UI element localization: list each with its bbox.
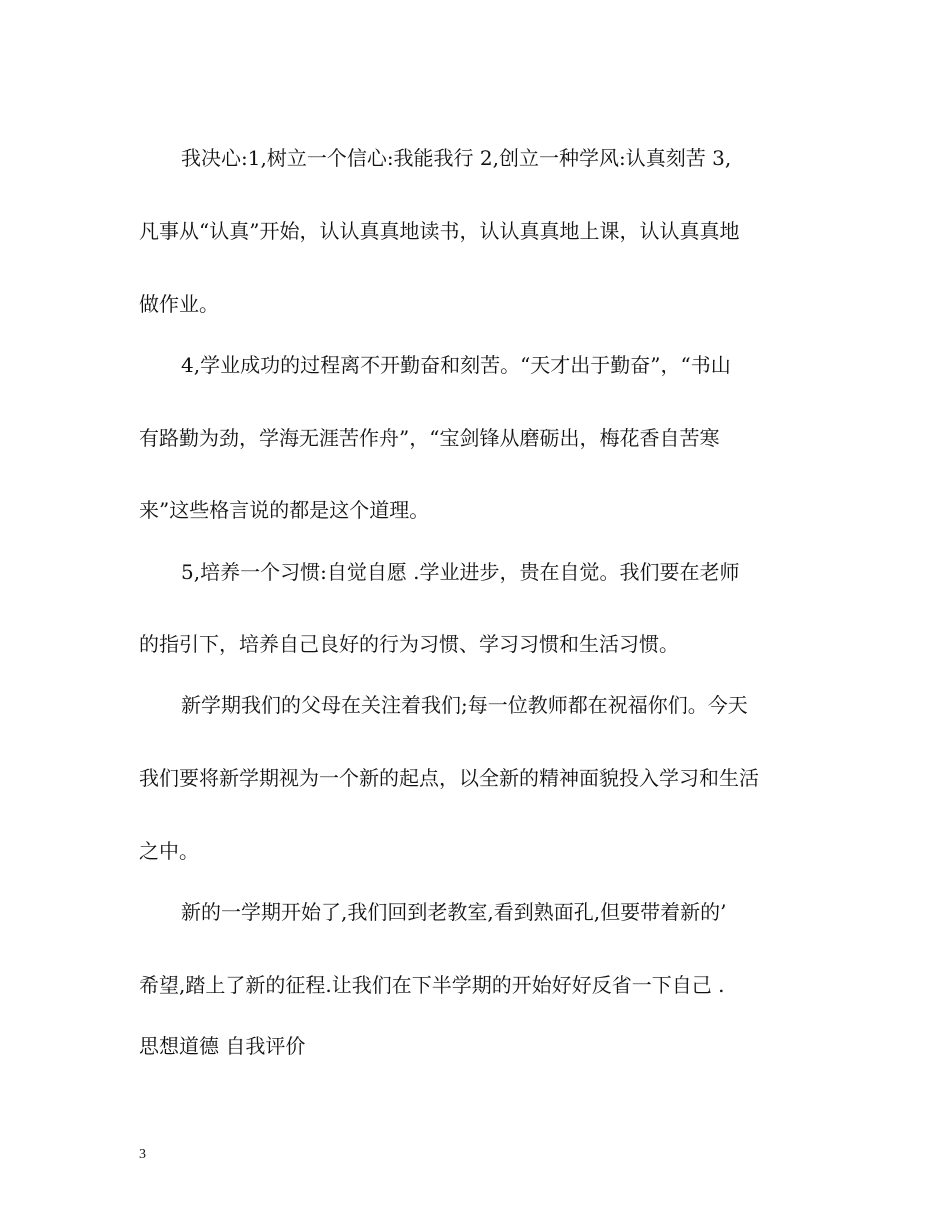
text-line-10: 我们要将新学期视为一个新的起点，以全新的精神面貌投入学习和生活 [139, 766, 759, 790]
text-line-12: 新的一学期开始了,我们回到老教室,看到熟面孔,但要带着新的’ [181, 900, 727, 924]
page-number: 3 [139, 1147, 146, 1162]
text-line-4: 4,学业成功的过程离不开勤奋和刻苦。“天才出于勤奋”，“书山 [181, 353, 731, 377]
text-line-7: 5,培养一个习惯:自觉自愿 .学业进步，贵在自觉。我们要在老师 [181, 560, 740, 584]
text-line-14: 思想道德 自我评价 [139, 1034, 306, 1058]
text-line-8: 的指引下，培养自己良好的行为习惯、学习习惯和生活习惯。 [139, 632, 679, 656]
text-line-3: 做作业。 [139, 292, 219, 316]
text-line-2: 凡事从“认真”开始，认认真真地读书，认认真真地上课，认认真真地 [139, 219, 740, 243]
text-line-5: 有路勤为劲，学海无涯苦作舟”，“宝剑锋从磨砺出，梅花香自苦寒 [139, 426, 720, 450]
text-line-1: 我决心:1,树立一个信心:我能我行 2,创立一种学风:认真刻苦 3, [181, 146, 732, 170]
text-line-6: 来”这些格言说的都是这个道理。 [139, 498, 430, 522]
text-line-11: 之中。 [139, 839, 199, 863]
text-line-9: 新学期我们的父母在关注着我们;每一位教师都在祝福你们。今天 [181, 693, 748, 717]
text-line-13: 希望,踏上了新的征程.让我们在下半学期的开始好好反省一下自己 . [139, 973, 725, 997]
